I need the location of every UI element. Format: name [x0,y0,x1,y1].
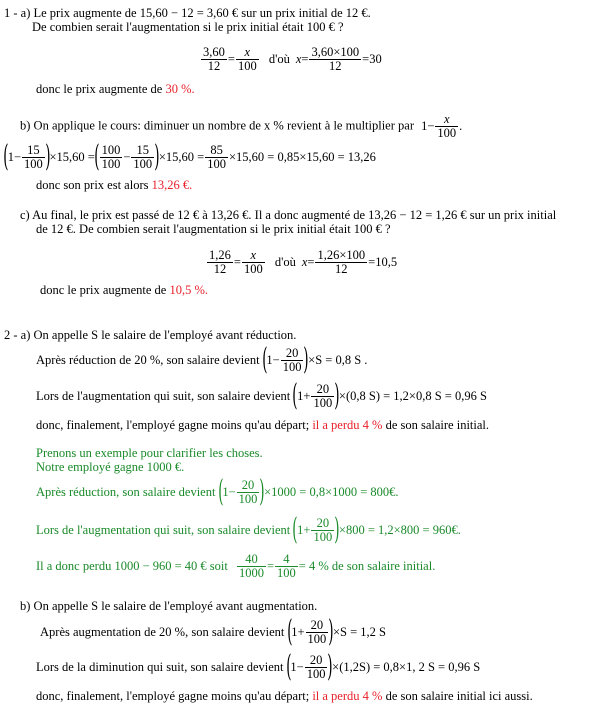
p1c-line2: de 12 €. De combien serait l'augmentation si le prix initial était 100 € ? [36,222,391,236]
example-line5: Il a donc perdu 1000 − 960 = 40 € soit $\frac{40}{1000}$ = $\frac{4}{100}$ = 4 % de son salaire initial. [36,552,436,580]
p1a-line1: 1 - a) Le prix augmente de 15,60 − 12 = 3,60 € sur un prix initial de 12 €. [4,6,371,20]
p2a-result: il a perdu 4 % [312,418,383,432]
example-line3: Après réduction, son salaire devient (1− $\frac{20}{100}$ )×1000 = 0,8×1000 = 800€. [36,474,399,509]
p1a-result: 30 %. [165,82,195,96]
p2b-line2: Après augmentation de 20 %, son salaire devient (1+ $\frac{20}{100}$ )×S = 1,2 S [40,614,387,649]
p2b-conclusion: donc, finalement, l'employé gagne moins qu'au départ; il a perdu 4 % de son salaire initial ici aussi. [36,689,533,703]
p1b-result: 13,26 €. [151,178,193,192]
p2a-conclusion: donc, finalement, l'employé gagne moins qu'au départ; il a perdu 4 % de son salaire initial. [36,418,490,432]
p2b-line3: Lors de la diminution qui suit, son salaire devient (1− $\frac{20}{100}$ )×(1,2S) = 0,8×1, 2 S = 0,96 S [36,649,481,684]
p1c-line1: c) Au final, le prix est passé de 12 € à 13,26 €. Il a donc augmenté de 13,26 − 12 = 1,26 € sur un prix initial [20,208,557,222]
p1b-conclusion: donc son prix est alors 13,26 €. [36,178,193,192]
p1a-equation: $\frac{3,60}{12}$ = $\frac{x}{100}$ d'où x= $\frac{3,60\times 100}{12}$ =30 [203,45,382,73]
p1c-equation: $\frac{1,26}{12}$ = $\frac{x}{100}$ d'où x= $\frac{1,26\times 100}{12}$ =10,5 [209,248,398,276]
p2a-line3: Lors de l'augmentation qui suit, son salaire devient (1+ $\frac{20}{100}$ )×(0,8 S) = 1,2×0,8 S = 0,96 S [36,378,487,413]
p2b-line1: b) On appelle S le salaire de l'employé avant augmentation. [20,599,318,613]
p1a-conclusion: donc le prix augmente de 30 %. [36,82,195,96]
example-line2: Notre employé gagne 1000 €. [36,460,185,474]
p2b-result: il a perdu 4 % [312,689,383,703]
p2a-line1: 2 - a) On appelle S le salaire de l'employé avant réduction. [4,328,297,342]
p1b-equation: (1− $\frac{15}{100}$ )×15,60 =( $\frac{100}{100}$ − $\frac{15}{100}$ )×15,60 = $\frac{85}{100}$ ×15,60 = 0,85×15,60 = 13,26 [3,139,376,174]
p2a-line2: Après réduction de 20 %, son salaire devient (1− $\frac{20}{100}$ )×S = 0,8 S . [36,342,368,377]
example-line1: Prenons un exemple pour clarifier les choses. [36,446,263,460]
example-line4: Lors de l'augmentation qui suit, son salaire devient (1+ $\frac{20}{100}$ )×800 = 1,2×800 = 960€. [36,512,461,547]
p1c-conclusion: donc le prix augmente de 10,5 %. [40,283,209,297]
p1c-result: 10,5 %. [169,283,209,297]
p1a-line2: De combien serait l'augmentation si le prix initial était 100 € ? [32,20,344,34]
p1b-line1: b) On applique le cours: diminuer un nombre de x % revient à le multiplier par 1− $\frac{x}{100}$ . [20,112,463,140]
